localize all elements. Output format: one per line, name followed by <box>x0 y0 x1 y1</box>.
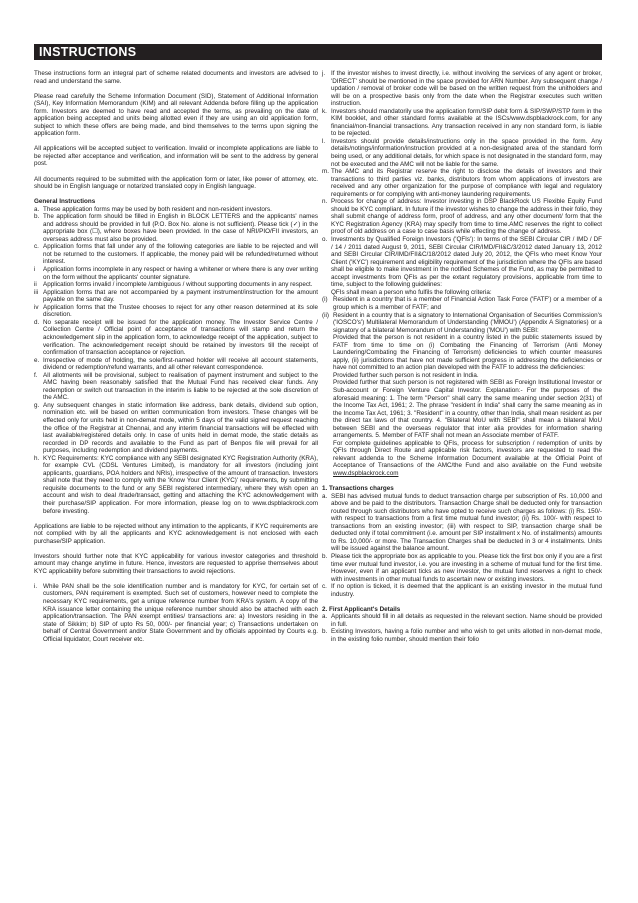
list-item: b. Please tick the appropriate box as applicable to you. Please tick the first box only if you are a first time ever mutual fund investor, i.e. you are investing in a scheme of mutual fund for the first time. However, even if an applicant ticks as new investor, the mutual fund reserves a right to check with investments in other mutual funds to ascertain new or existing investors. <box>322 552 602 583</box>
list-item: e. Irrespective of mode of holding, the sole/first-named holder will receive all account statements, dividend or redemption/refund warrants, and all other relevant correspondence. <box>34 356 318 372</box>
list-item: l. Investors should provide details/instructions only in the space provided in the form. Any details/notings/information/instruction provided at a non-designated area of the standard form being used, or any additional details, for which space is not designated in the standard form, may not be executed and the AMC will not be liable for the same. <box>322 137 602 168</box>
list-item: h. KYC Requirements: KYC compliance with any SEBI designated KYC Registration Authority (KRA), for example CVL (CDSL Ventures Limited), is mandatory for all investors (including joint applicants, guardians, POA holders and NRIs), irrespective of the amount of transaction. Investors shall note that they need to comply with the 'Know Your Client (KYC)' requirements, by submitting requisite documents to the fund or any SEBI registered intermediary, where they wish open an account and wish to deal /trade/transact, getting and attaching the KYC acknowledgement with their purchase/SIP application. For more information, please log on to www.dspblackrock.com before investing. <box>34 454 318 515</box>
general-instructions-list <box>34 206 318 515</box>
list-item: i. While PAN shall be the sole identification number and is mandatory for KYC, for certain set of customers, PAN requirement is exempted. Such set of customers, however need to complete the necessary KYC requirements, get a unique reference number from KRA's system. A copy of the KRA issuance letter containing the unique reference number should also be attached with each application/transaction. The PAN exempt entities/ transactions are: a) Investors residing in the state of Sikkim; b) SIP of upto Rs 50, 000/- per financial year; c) Transactions undertaken on behalf of Central Government and/or State Government and by officials appointed by Courts e.g. Official liquidator, Court receiver etc. <box>34 582 318 643</box>
qfi-proviso: Provided further that such person is not registered with SEBI as Foreign Institutional Investor or Sub-account or Foreign Venture Capital Investor. Explanation:- For the purposes of the aforesaid meaning: 1. The term "Person" shall carry the same meaning under section 2(31) of the Income Tax Act, 1961; 2. The phrase "resident in India" shall carry the same meaning as in the Income Tax Act, 1961; 3. "Resident" in a country, other than India, shall mean resident as per the direct tax laws of that country. 4. "Bilateral MoU with SEBI" shall mean a bilateral MoU between SEBI and the overseas regulator that inter alia provides for information sharing arrangements. 5. Member of FATF shall not mean an Associate member of FATF. <box>333 379 602 440</box>
list-item: c. If no option is ticked, it is deemed that the applicant is an existing investor in the mutual fund industry. <box>322 583 602 598</box>
transaction-charges-heading: 1. Transactions charges <box>322 485 394 493</box>
qfi-proviso: Provided that the person is not resident in a country listed in the public statements issued by FATF from time to time on (i) Combating the Financing of Terrorism (Anti Money Laundering/Combating the Financing of Terrorism) deficiencies to which counter measures apply, (ii) jurisdictions that have not made sufficient progress in addressing the deficiencies or have not committed to an action plan developed with the FATF to address the deficiencies: <box>333 334 602 372</box>
right-column <box>322 70 602 643</box>
general-instructions-heading: General Instructions <box>34 198 96 206</box>
list-item: a. Applicants should fill in all details as requested in the relevant section. Name should be provided in full. <box>322 613 602 628</box>
list-item: b. The application form should be filled in English in BLOCK LETTERS and the applicants' names and address should be provided in full (P.O. Box No. alone is not sufficient). Please tick (✓) in the appropriate box (☐), where boxes have been provided. In the case of NRI/PIO/FII investors, an overseas address must also be provided. <box>34 213 318 243</box>
list-item: d. No separate receipt will be issued for the application money. The Investor Service Centre / Collection Centre / Official point of acceptance of transactions will stamp and return the acknowledgement slip in the application form, to acknowledge receipt of the application, subject to verification. The acknowledgement receipt should be retained by investors till the receipt of confirmation of transaction acceptance or rejection. <box>34 318 318 357</box>
list-item: j. If the investor wishes to invest directly, i.e. without involving the services of any agent or broker, 'DIRECT' should be mentioned in the space provided for ARN Number. Any subsequent change / updation / removal of broker code will be based on the written request from the unitholders and will be on a prospective basis only from the date when the Registrar executes such written instruction. <box>322 70 602 108</box>
qfi-proviso: For complete guidelines applicable to QFIs, process for subscription / redemption of units by QFIs through Direct Route and applicable risk factors, investors are requested to read the relevant addenda to the Scheme Information Document available at the Official Point of Acceptance of Transactions of the AMC/the Fund and also available on the Fund website www.dspblackrock.com <box>333 439 602 477</box>
intro-paragraph: Please read carefully the Scheme Information Document (SID), Statement of Additional Information (SAI), Key Information Memorandum (KIM) and all relevant Addenda before filling up the application form. Investors are deemed to have read and accepted the terms, as prevailing on the date of application being accepted and units being allotted even if they are using an old application form, subject to which these offers are being made, and bind themselves to the terms upon signing the application form. <box>34 92 318 138</box>
list-item: iii Application forms that are not accompanied by a payment instrument/instruction for the amount payable on the same day. <box>34 288 318 304</box>
left-column <box>34 70 318 643</box>
list-item: m. The AMC and its Registrar reserve the right to disclose the details of investors and their transactions to third parties viz. banks, distributors from whom applications of investors are received and any other organization for the purpose of compliance with legal and regulatory requirements or for complying with anti-money laundering requirements. <box>322 168 602 198</box>
list-item: (i) Resident in a country that is a member of Financial Action Task Force ('FATF') or a member of a group which is a member of FATF; and <box>322 296 602 311</box>
instructions-header <box>34 44 602 60</box>
list-item: a. SEBI has advised mutual funds to deduct transaction charge per subscription of Rs. 10,000 and above and be paid to the distributors. Transaction Charge shall be deducted only for transaction routed through such distributors who have opted to receive such charges as follows: (i) Rs. 150/- with respect to transactions from a first time mutual fund investor; (ii) Rs. 100/- with respect to transactions from an existing investor; (iii) with respect to SIP, transaction charge shall be deducted only if total commitment (i.e. amount per SIP installment x No. of installments) amounts to Rs. 10,000/- or more. The Transaction Charges shall be deducted in 3 or 4 installments. Units will be issued against the balance amount. <box>322 492 602 553</box>
list-item: a. These application forms may be used by both resident and non-resident investors. <box>34 205 272 213</box>
intro-paragraph: These instructions form an integral part of scheme related documents and investors are advised to read and understand the same. <box>34 70 318 85</box>
list-item: b. Existing Investors, having a folio number and who wish to get units allotted in non-demat mode, in the existing folio number, should mention their folio <box>322 628 602 643</box>
list-item: ii Application forms invalid / incomplete /ambiguous / without supporting documents in any respect. <box>34 281 313 289</box>
qfi-proviso: Provided further such person is not resident in India. <box>333 371 479 379</box>
page-title: INSTRUCTIONS <box>39 45 137 59</box>
intro-paragraph: All documents required to be submitted with the application form or later, like power of attorney, etc. should be in English language or notarized translated copy in English language. <box>34 175 318 191</box>
list-item: iv Application forms that the Trustee chooses to reject for any other reason determined at its sole discretion. <box>34 303 318 319</box>
list-item: k. Investors should mandatorily use the application form/SIP debit form & SIP/SWP/STP form in the KIM booklet, and other standard forms available at the ISCs/www.dspblackrock.com, for any financial/non-financial transactions. Any transaction received in any non standard form, is liable to be rejected. <box>322 107 602 138</box>
kyc-note-paragraph: Investors should further note that KYC applicability for various investor categories and threshold amount may change anytime in future. Hence, investors are requested to apprise themselves about KYC applicability before submitting their transactions to avoid rejections. <box>34 552 318 575</box>
list-item: o. Investments by Qualified Foreign Investors ('QFIs'): In terms of the SEBI Circular CIR / IMD / DF / 14 / 2011 dated August 9, 2011, SEBI Circular CIR/IMD/FII&C/3/2012 dated January 13, 2012 and SEBI Circular CIR/IMD/FII&C/18/2012 dated July 20, 2012, the QFIs who meet Know Your Client ('KYC') requirement and eligibility requirement of the jurisdiction where the QFIs are based shall be eligible to make investment in the notified Schemes of the Fund, as may be permitted to accept investments from QFIs as per the extant regulatory provisions, applicable from time to time, subject to the following guidelines: <box>322 236 602 289</box>
list-item: f. All allotments will be provisional, subject to realisation of payment instrument and subject to the AMC having been reasonably satisfied that the Mutual Fund has received clear funds. Any redemption or switch out transaction in the interim is liable to be rejected at the sole discretion of the AMC. <box>34 371 318 402</box>
list-item: n. Process for change of address: Investor investing in DSP BlackRock US Flexible Equity Fund should be KYC compliant. In future if the investor wishes to change the address in their folio, they shall submit change of address form, proof of address, and any other document/ form that the KYC Registration Agency (KRA) may specify from time to time.AMC reserves the right to collect proof of old address on a case to case basis while effecting the change of address. <box>322 198 602 236</box>
list-item: (ii) Resident in a country that is a signatory to International Organisation of Securities Commission's ('IOSCO's') Multilateral Memorandum of Understanding ('MMOU') (Appendix A Signatories) or a signatory of a bilateral Memorandum of Understanding ('MOU') with SEBI: <box>322 311 602 334</box>
list-item: i Application forms incomplete in any respect or having a whitener or where there is any over writing on the form without the applicants' counter signature. <box>34 266 318 281</box>
intro-paragraph: All applications will be accepted subject to verification. Invalid or incomplete applications are liable to be rejected after acceptance and verification, and information will be sent to the address by general post. <box>34 145 318 168</box>
list-item: g. Any subsequent changes in static information like address, bank details, dividend sub option, nomination etc. will be based on written communication from investors. These changes will be effected only for units held in non-demat mode, within 5 days of the valid signed request reaching the office of the Registrar at Chennai, and any interim financial transactions will be effected with last available/registered details only. In case of units held in demat mode, the static details as recorded in DP records and available to the Fund as part of Benpos file will prevail for all purposes, including redemption and dividend payments. <box>34 401 318 455</box>
kyc-note-paragraph: Applications are liable to be rejected without any intimation to the applicants, if KYC requirements are not complied with by all the applicants and KYC acknowledgement is not enclosed with each purchase/SIP application. <box>34 522 318 545</box>
list-item: c. Application forms that fall under any of the following categories are liable to be rejected and will not be returned to the customers. If applicable, the money paid will be refunded/returned without interest. <box>34 243 318 266</box>
first-applicant-heading: 2. First Applicant's Details <box>322 605 401 613</box>
qfi-criteria-intro: QFIs shall mean a person who fulfils the following criteria: <box>331 288 492 296</box>
website-link[interactable]: www.dspblackrock.com <box>333 469 399 477</box>
